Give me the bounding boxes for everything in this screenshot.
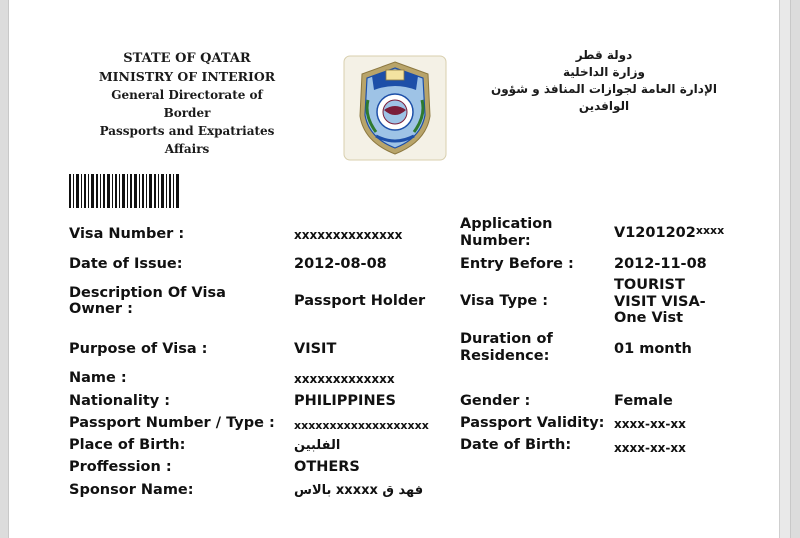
header-ar-line2: وزارة الداخلية <box>562 65 646 79</box>
header-en-line2: MINISTRY OF INTERIOR <box>98 69 276 84</box>
date-of-birth-label: Date of Birth: <box>460 437 572 453</box>
gender-label: Gender : <box>460 393 531 409</box>
header-ar-line1: دولة قطر <box>575 48 633 62</box>
moi-emblem-icon <box>342 54 448 162</box>
name-value: xxxxxxxxxxxxx <box>294 372 395 386</box>
header-en-line4: Passports and Expatriates Affairs <box>99 124 275 156</box>
nationality-label: Nationality : <box>69 393 171 409</box>
entry-before-label: Entry Before : <box>460 256 574 272</box>
header-ar-line3: الإدارة العامة لجوازات المنافذ و شؤون الوافدين <box>490 82 718 113</box>
application-number-suffix: xxxx <box>695 224 725 237</box>
duration-value: 01 month <box>614 341 692 357</box>
duration-label-2: Residence: <box>460 348 550 364</box>
header-arabic <box>484 47 724 115</box>
profession-label: Proffession : <box>69 459 172 475</box>
visa-owner-value: Passport Holder <box>294 293 426 309</box>
visa-number-label: Visa Number : <box>69 226 185 242</box>
header-en-line1: STATE OF QATAR <box>123 51 251 66</box>
date-of-issue-value: 2012-08-08 <box>294 256 387 272</box>
profession-value: OTHERS <box>294 459 360 475</box>
passport-validity-value: xxxx-xx-xx <box>614 417 686 431</box>
application-number-value <box>614 225 724 242</box>
purpose-value: VISIT <box>294 341 337 357</box>
visa-number-value: xxxxxxxxxxxxxx <box>294 228 403 242</box>
sponsor-label: Sponsor Name: <box>69 482 194 498</box>
date-of-issue-label: Date of Issue: <box>69 256 183 272</box>
barcode-graphic <box>69 174 179 208</box>
entry-before-value: 2012-11-08 <box>614 256 707 272</box>
gender-value: Female <box>614 393 673 409</box>
visa-type-line2: VISIT VISA- <box>614 294 706 310</box>
passport-validity-label: Passport Validity: <box>460 415 605 431</box>
visa-owner-label-1: Description Of Visa <box>69 285 226 301</box>
visa-type-line1: TOURIST <box>614 277 685 293</box>
passport-label: Passport Number / Type : <box>69 415 275 431</box>
duration-label-1: Duration of <box>460 331 553 347</box>
header-en-line3: General Directorate of Border <box>111 88 263 120</box>
header-english <box>87 50 287 158</box>
place-of-birth-value: الفلبين <box>294 438 341 453</box>
moi-emblem-logo <box>342 54 448 162</box>
purpose-label: Purpose of Visa : <box>69 341 208 357</box>
application-number-label-2: Number: <box>460 233 531 249</box>
barcode-icon <box>69 174 179 208</box>
name-label: Name : <box>69 370 127 386</box>
sponsor-value: فهد ق xxxxx بالاس <box>294 483 424 498</box>
application-number-label-1: Application <box>460 216 553 232</box>
visa-type-line3: One Vist <box>614 310 684 326</box>
visa-owner-label-2: Owner : <box>69 301 133 317</box>
visa-type-label: Visa Type : <box>460 293 549 309</box>
visa-document <box>8 0 791 538</box>
date-of-birth-value: xxxx-xx-xx <box>614 441 686 455</box>
application-number-prefix: V1201202 <box>614 225 696 241</box>
passport-value: xxxxxxxxxxxxxxxxxxx <box>294 419 429 432</box>
vertical-scrollbar[interactable] <box>779 0 790 538</box>
place-of-birth-label: Place of Birth: <box>69 437 186 453</box>
nationality-value: PHILIPPINES <box>294 393 396 409</box>
